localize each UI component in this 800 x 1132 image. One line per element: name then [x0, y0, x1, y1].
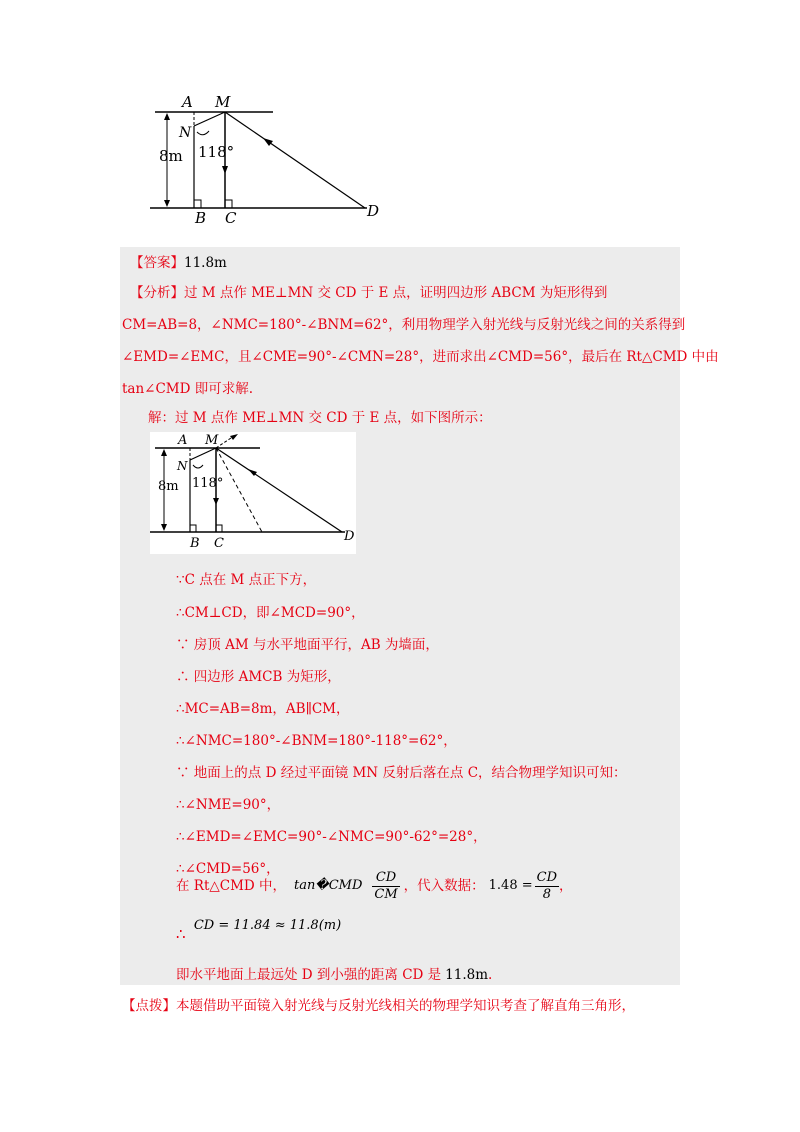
value-148: 1.48 = [488, 878, 533, 893]
label-n: N [179, 125, 192, 141]
mirror-mn-2 [190, 448, 216, 460]
hint-text: 本题借助平面镜入射光线与反射光线相关的物理学知识考查了解直角三角形， [176, 998, 635, 1014]
rt-prefix: 在 Rt△CMD 中， [176, 878, 287, 894]
height-arrow-bottom [164, 200, 170, 207]
normal-me-dashed [216, 436, 234, 448]
label-m-2: M [205, 433, 219, 448]
arrow-dm [263, 138, 273, 146]
fraction-cd-over-8 [535, 870, 559, 903]
label-height: 8m [159, 147, 183, 165]
frac1-denominator: CM [374, 886, 398, 902]
conclusion-value: 11.8m [445, 967, 489, 983]
step-1: ∵C 点在 M 点正下方， [176, 572, 317, 588]
angle-arc-2 [193, 465, 203, 468]
label-a-2: A [178, 433, 188, 448]
frac2-denominator: 8 [542, 886, 551, 902]
arrow-me [230, 434, 238, 440]
figure-2-diagram [150, 432, 356, 554]
conclusion-line [176, 965, 492, 985]
analysis-line-4: tan∠CMD 即可求解. [122, 381, 254, 397]
figure-1-diagram [145, 90, 395, 230]
line-dm-2 [216, 448, 342, 532]
label-d: D [367, 202, 380, 220]
label-angle: 118° [198, 143, 235, 161]
right-angle-b [194, 200, 201, 208]
label-n-2: N [177, 459, 188, 473]
step-4: ∴ 四边形 AMCB 为矩形， [176, 669, 341, 685]
rt-mid: ，代入数据： [403, 878, 485, 894]
arrow-mc [222, 166, 228, 174]
height-arrow-top-2 [161, 449, 167, 456]
analysis-text-1: 过 M 点作 ME⊥MN 交 CD 于 E 点，证明四边形 ABCM 为矩形得到 [184, 285, 608, 301]
analysis-tag: 【分析】 [130, 285, 184, 301]
frac1-numerator: CD [372, 870, 399, 887]
step-2: ∴CM⊥CD，即∠MCD=90°， [176, 605, 365, 621]
step-7: ∵ 地面上的点 D 经过平面镜 MN 反射后落在点 C，结合物理学知识可知： [176, 765, 627, 781]
step-8: ∴∠NME=90°， [176, 797, 281, 813]
right-angle-b-2 [190, 525, 196, 532]
conclusion-end: . [488, 967, 493, 983]
analysis-line-2: CM=AB=8，∠NMC=180°-∠BNM=62°，利用物理学入射光线与反射光线之间的关系得到 [122, 317, 686, 333]
label-c: C [225, 209, 237, 227]
answer-line [130, 253, 227, 273]
line-dm [225, 112, 365, 208]
cd-equation: CD = 11.84 ≈ 11.8(m) [193, 918, 342, 933]
right-angle-c-2 [216, 525, 222, 532]
tan-expression: tan�CMD [294, 878, 363, 893]
analysis-line-1 [130, 283, 607, 303]
height-arrow-top [164, 113, 170, 120]
rt-line [176, 866, 573, 906]
step-10: ∴∠CMD=56°， [176, 861, 280, 877]
right-angle-c [225, 200, 232, 208]
label-angle-2: 118° [192, 476, 224, 491]
label-m: M [215, 93, 231, 111]
label-b-2: B [190, 536, 200, 551]
hint-line [122, 996, 635, 1016]
label-height-2: 8m [158, 479, 179, 494]
conclusion-prefix: 即水平地面上最远处 D 到小强的距离 CD 是 [176, 967, 442, 983]
answer-tag: 【答案】 [130, 255, 184, 271]
frac2-numerator: CD [536, 869, 558, 885]
label-a: A [182, 93, 193, 111]
step-5: ∴MC=AB=8m，AB∥CM， [176, 701, 350, 717]
hint-tag: 【点拨】 [122, 998, 176, 1014]
answer-value: 11.8m [184, 255, 227, 271]
step-9: ∴∠EMD=∠EMC=90°-∠NMC=90°-62°=28°， [176, 829, 487, 845]
analysis-line-3: ∠EMD=∠EMC，且∠CME=90°-∠CMN=28°，进而求出∠CMD=56°，最后在 Rt△CMD 中由 [122, 349, 719, 365]
label-d-2: D [344, 529, 355, 544]
label-c-2: C [214, 536, 224, 551]
fraction-cd-over-cm [372, 870, 399, 903]
therefore-symbol: ∴ [176, 925, 186, 943]
angle-arc [197, 131, 209, 135]
step-6: ∴∠NMC=180°-∠BNM=180°-118°=62°， [176, 733, 457, 749]
step-3: ∵ 房顶 AM 与水平地面平行，AB 为墙面， [176, 637, 439, 653]
label-b: B [195, 209, 207, 227]
mirror-mn [194, 112, 225, 126]
arrow-mc-2 [213, 498, 219, 505]
cd-result-line [176, 914, 341, 944]
height-arrow-bottom-2 [161, 524, 167, 531]
solution-intro: 解：过 M 点作 ME⊥MN 交 CD 于 E 点，如下图所示： [148, 410, 492, 426]
rt-comma: ， [559, 878, 573, 894]
